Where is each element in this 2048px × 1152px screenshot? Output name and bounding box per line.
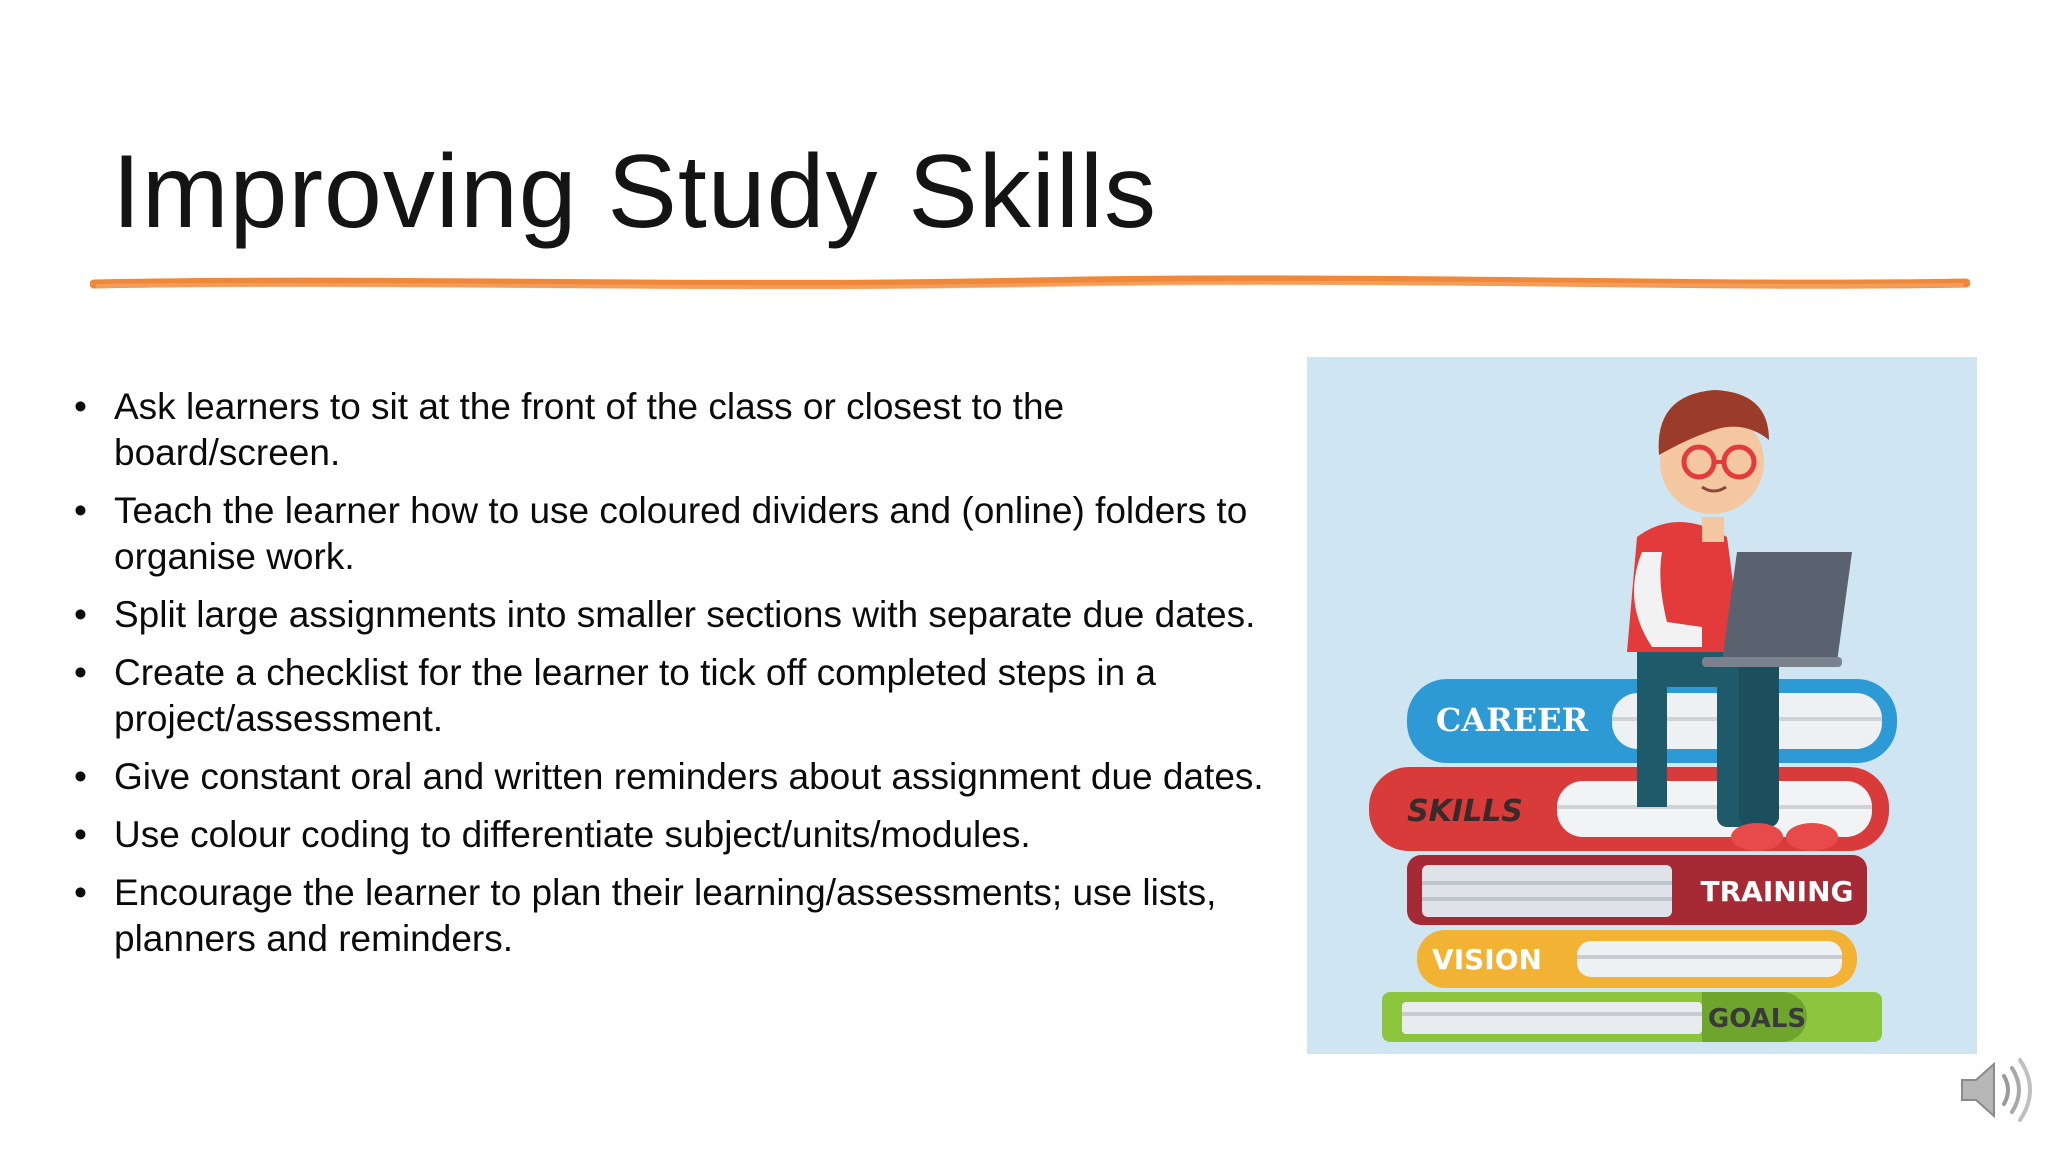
book-vision — [1417, 930, 1857, 988]
list-item — [70, 384, 1270, 476]
list-item — [70, 488, 1270, 580]
audio-button[interactable] — [1954, 1050, 2034, 1130]
bullet-icon: • — [74, 814, 87, 855]
bullet-icon: • — [74, 872, 87, 913]
list-item — [70, 754, 1270, 800]
book-goals — [1382, 992, 1882, 1042]
book-label: SKILLS — [1407, 794, 1523, 829]
bullet-text: Ask learners to sit at the front of the class or closest to the board/screen. — [114, 386, 1065, 473]
list-item — [70, 592, 1270, 638]
speaker-icon — [1954, 1050, 2034, 1130]
bullet-text: Split large assignments into smaller sections with separate due dates. — [114, 594, 1256, 635]
bullet-icon: • — [74, 756, 87, 797]
bullet-text: Give constant oral and written reminders about assignment due dates. — [114, 756, 1264, 797]
slide-title: Improving Study Skills — [112, 134, 1158, 250]
list-item — [70, 650, 1270, 742]
bullet-text: Encourage the learner to plan their learning/assessments; use lists, planners and reminders. — [114, 872, 1217, 959]
bullet-icon: • — [74, 386, 87, 427]
bullet-list — [70, 384, 1270, 974]
bullet-text: Use colour coding to differentiate subject/units/modules. — [114, 814, 1031, 855]
books-student-illustration — [1307, 357, 1977, 1054]
bullet-icon: • — [74, 490, 87, 531]
study-illustration — [1307, 357, 1977, 1054]
bullet-text: Create a checklist for the learner to tick off completed steps in a project/assessment. — [114, 652, 1156, 739]
bullet-icon: • — [74, 652, 87, 693]
list-item — [70, 870, 1270, 962]
book-label: CAREER — [1435, 701, 1589, 739]
book-training — [1407, 855, 1867, 925]
title-underline — [90, 272, 1970, 296]
book-label: GOALS — [1707, 1004, 1807, 1034]
list-item — [70, 812, 1270, 858]
bullet-icon: • — [74, 594, 87, 635]
bullet-text: Teach the learner how to use coloured dividers and (online) folders to organise work. — [114, 490, 1248, 577]
book-label: VISION — [1432, 943, 1542, 976]
book-label: TRAINING — [1700, 875, 1854, 908]
